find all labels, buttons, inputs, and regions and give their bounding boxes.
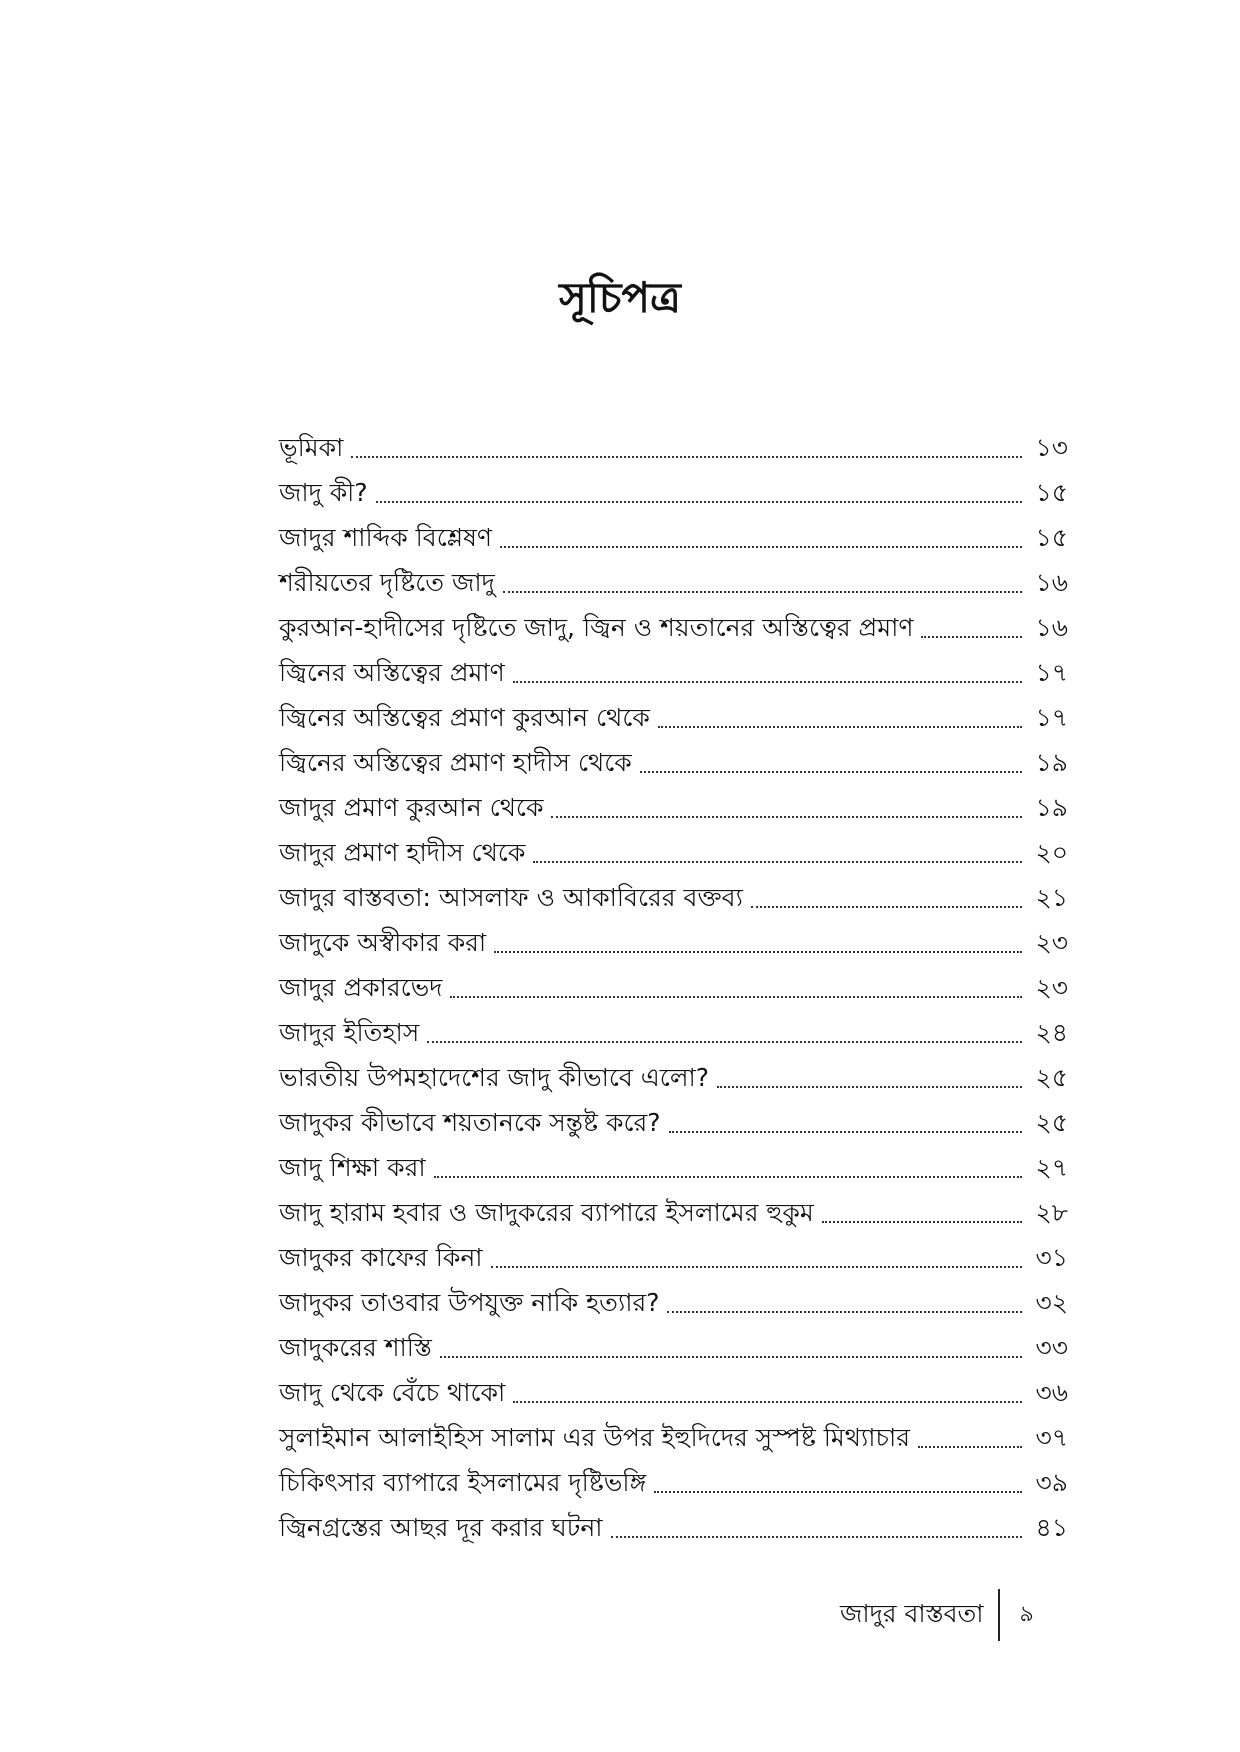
- dot-leader: [500, 546, 1022, 548]
- dot-leader: [611, 1536, 1022, 1538]
- toc-entry-title: ভারতীয় উপমহাদেশের জাদু কীভাবে এলো?: [279, 1063, 709, 1092]
- toc-entry-title: কুরআন-হাদীসের দৃষ্টিতে জাদু, জ্বিন ও শয়তানের অস্তিত্বের প্রমাণ: [279, 613, 914, 642]
- toc-entry[interactable]: [279, 650, 1068, 695]
- toc-entry-page: ২৫: [1035, 1063, 1068, 1092]
- toc-entry-page: ১৭: [1035, 703, 1068, 732]
- toc-entry[interactable]: [279, 560, 1068, 605]
- toc-entry[interactable]: [279, 1370, 1068, 1415]
- dot-leader: [513, 681, 1022, 683]
- dot-leader: [351, 456, 1022, 458]
- toc-entry[interactable]: [279, 1325, 1068, 1370]
- toc-entry-page: ১৬: [1035, 613, 1068, 642]
- toc-entry-page: ১৩: [1035, 433, 1068, 462]
- toc-entry-title: জাদুর শাব্দিক বিশ্লেষণ: [279, 523, 492, 552]
- toc-entry-title: জাদু কী?: [279, 478, 368, 507]
- toc-entry-page: ৩৭: [1035, 1423, 1068, 1452]
- dot-leader: [427, 1041, 1022, 1043]
- toc-entry[interactable]: [279, 1415, 1068, 1460]
- dot-leader: [503, 591, 1022, 593]
- page-title: সূচিপত্র: [559, 273, 681, 322]
- running-book-title: জাদুর বাস্তবতা: [840, 1598, 984, 1628]
- toc-entry[interactable]: [279, 1460, 1068, 1505]
- toc-entry[interactable]: [279, 425, 1068, 470]
- toc-entry-title: জাদুকর কাফের কিনা: [279, 1243, 483, 1272]
- dot-leader: [640, 771, 1022, 773]
- toc-entry-page: ১৫: [1035, 478, 1068, 507]
- toc-entry-page: ২৩: [1035, 928, 1068, 957]
- toc-entry-page: ২৮: [1035, 1198, 1068, 1227]
- toc-entry-page: ১৭: [1035, 658, 1068, 687]
- toc-entry-page: ২৭: [1035, 1153, 1068, 1182]
- toc-entry[interactable]: [279, 470, 1068, 515]
- toc-entry-page: ৩৯: [1035, 1468, 1068, 1497]
- dot-leader: [494, 951, 1022, 953]
- toc-entry[interactable]: [279, 830, 1068, 875]
- toc-entry-page: ২০: [1035, 838, 1068, 867]
- toc-entry-page: ৩৬: [1035, 1378, 1068, 1407]
- toc-entry-page: ৩১: [1035, 1243, 1068, 1272]
- dot-leader: [918, 1446, 1022, 1448]
- dot-leader: [669, 1131, 1022, 1133]
- toc-entry-page: ২১: [1035, 883, 1068, 912]
- dot-leader: [376, 501, 1022, 503]
- toc-entry-title: জাদু থেকে বেঁচে থাকো: [279, 1378, 506, 1407]
- toc-entry[interactable]: [279, 1145, 1068, 1190]
- table-of-contents: [279, 425, 1068, 1550]
- toc-entry-page: ৩৩: [1035, 1333, 1068, 1362]
- toc-entry-title: জ্বিনগ্রস্তের আছর দূর করার ঘটনা: [279, 1513, 603, 1542]
- toc-entry-title: জাদুর প্রমাণ হাদীস থেকে: [279, 838, 526, 867]
- toc-entry[interactable]: [279, 1235, 1068, 1280]
- page-number: ৯: [1019, 1601, 1034, 1627]
- toc-entry-page: ৪১: [1035, 1513, 1068, 1542]
- toc-entry-title: জাদুর প্রমাণ কুরআন থেকে: [279, 793, 544, 822]
- toc-entry-page: ১৫: [1035, 523, 1068, 552]
- toc-entry[interactable]: [279, 875, 1068, 920]
- toc-entry[interactable]: [279, 1190, 1068, 1235]
- toc-entry-title: জাদু হারাম হবার ও জাদুকরের ব্যাপারে ইসলামের হুকুম: [279, 1198, 814, 1227]
- toc-entry-title: ভূমিকা: [279, 433, 344, 462]
- toc-entry[interactable]: [279, 1505, 1068, 1550]
- toc-entry[interactable]: [279, 695, 1068, 740]
- dot-leader: [551, 816, 1022, 818]
- dot-leader: [533, 861, 1022, 863]
- toc-entry[interactable]: [279, 920, 1068, 965]
- toc-entry-page: ১৬: [1035, 568, 1068, 597]
- page-footer: [840, 1588, 1034, 1642]
- toc-entry-title: শরীয়তের দৃষ্টিতে জাদু: [279, 568, 495, 597]
- dot-leader: [654, 1491, 1022, 1493]
- dot-leader: [751, 906, 1022, 908]
- toc-entry-title: জাদুকে অস্বীকার করা: [279, 928, 487, 957]
- toc-entry[interactable]: [279, 605, 1068, 650]
- dot-leader: [440, 1356, 1022, 1358]
- toc-entry-title: জ্বিনের অস্তিত্বের প্রমাণ: [279, 658, 505, 687]
- toc-entry-title: জাদুর ইতিহাস: [279, 1018, 420, 1047]
- dot-leader: [667, 1311, 1022, 1313]
- toc-entry-page: ২৪: [1035, 1018, 1068, 1047]
- toc-entry-title: জাদুর বাস্তবতা: আসলাফ ও আকাবিরের বক্তব্য: [279, 883, 743, 912]
- toc-entry[interactable]: [279, 1010, 1068, 1055]
- dot-leader: [434, 1176, 1022, 1178]
- toc-entry-title: জাদু শিক্ষা করা: [279, 1153, 426, 1182]
- toc-entry[interactable]: [279, 740, 1068, 785]
- toc-entry[interactable]: [279, 1280, 1068, 1325]
- toc-entry-title: সুলাইমান আলাইহিস সালাম এর উপর ইহুদিদের সুস্পষ্ট মিথ্যাচার: [279, 1423, 910, 1452]
- dot-leader: [717, 1086, 1022, 1088]
- toc-entry[interactable]: [279, 965, 1068, 1010]
- dot-leader: [513, 1401, 1022, 1403]
- toc-entry-title: জাদুকর কীভাবে শয়তানকে সন্তুষ্ট করে?: [279, 1108, 661, 1137]
- toc-entry-title: চিকিৎসার ব্যাপারে ইসলামের দৃষ্টিভঙ্গি: [279, 1468, 647, 1497]
- toc-entry-page: ২৫: [1035, 1108, 1068, 1137]
- toc-entry-title: জাদুকরের শাস্তি: [279, 1333, 432, 1362]
- toc-entry-title: জ্বিনের অস্তিত্বের প্রমাণ কুরআন থেকে: [279, 703, 650, 732]
- toc-entry-page: ১৯: [1035, 793, 1068, 822]
- dot-leader: [450, 996, 1022, 998]
- toc-entry[interactable]: [279, 1055, 1068, 1100]
- dot-leader: [658, 726, 1022, 728]
- toc-entry[interactable]: [279, 515, 1068, 560]
- toc-entry-title: জাদুর প্রকারভেদ: [279, 973, 443, 1002]
- dot-leader: [921, 636, 1022, 638]
- toc-entry[interactable]: [279, 785, 1068, 830]
- dot-leader: [491, 1266, 1022, 1268]
- dot-leader: [822, 1221, 1022, 1223]
- toc-entry-title: জ্বিনের অস্তিত্বের প্রমাণ হাদীস থেকে: [279, 748, 632, 777]
- toc-entry[interactable]: [279, 1100, 1068, 1145]
- toc-entry-title: জাদুকর তাওবার উপযুক্ত নাকি হত্যার?: [279, 1288, 660, 1317]
- toc-entry-page: ৩২: [1035, 1288, 1068, 1317]
- toc-entry-page: ২৩: [1035, 973, 1068, 1002]
- toc-entry-page: ১৯: [1035, 748, 1068, 777]
